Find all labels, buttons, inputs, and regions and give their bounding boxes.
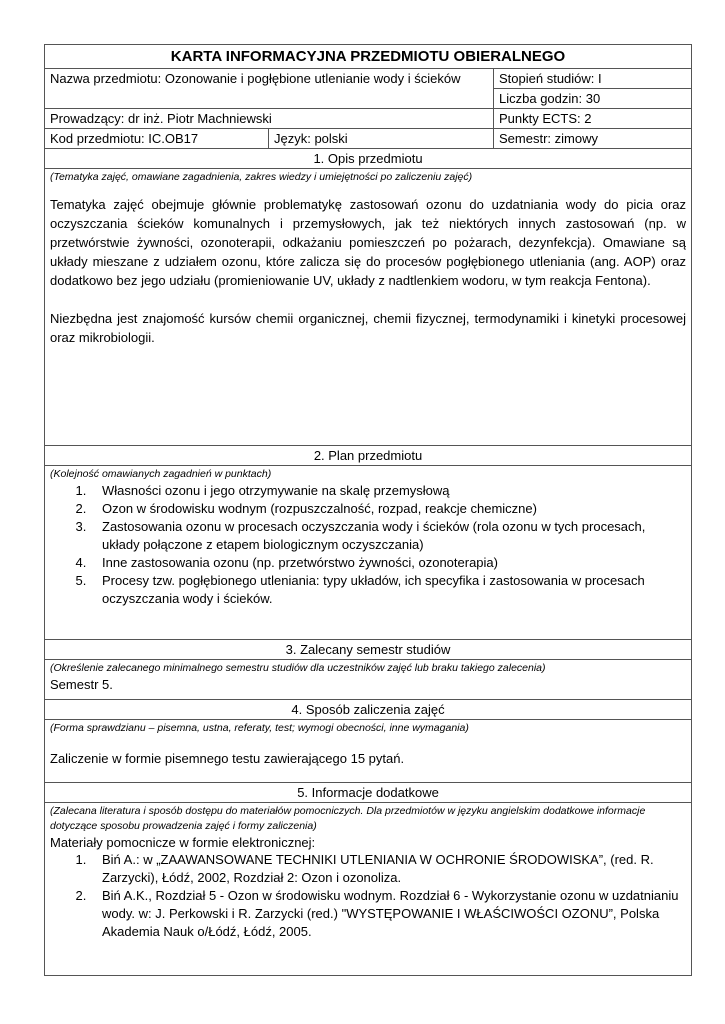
section-5-header: 5. Informacje dodatkowe xyxy=(45,783,692,803)
lecturer: Prowadzący: dr inż. Piotr Machniewski xyxy=(45,109,494,129)
literature-list xyxy=(50,851,686,941)
section-1-content xyxy=(45,169,692,446)
section-3-note: (Określenie zalecanego minimalnego semestru studiów dla uczestników zajęć lub braku takiego zalecenia) xyxy=(50,662,546,674)
card-title: KARTA INFORMACYJNA PRZEDMIOTU OBIERALNEGO xyxy=(45,45,692,69)
section-4-content xyxy=(45,720,692,783)
study-level: Stopień studiów: I xyxy=(494,69,692,89)
hours: Liczba godzin: 30 xyxy=(494,89,692,109)
assessment-method: Zaliczenie w formie pisemnego testu zawierającego 15 pytań. xyxy=(50,751,405,766)
plan-item: 4. Inne zastosowania ozonu (np. przetwórstwo żywności, ozonoterapia) xyxy=(90,554,686,572)
plan-item: 1. Własności ozonu i jego otrzymywanie na skalę przemysłową xyxy=(90,482,686,500)
description-paragraph: Tematyka zajęć obejmuje głównie problematykę zastosowań ozonu do uzdatniania wody do picia oraz oczyszczania ścieków komunalnych i przemysłowych, jak też niektórych innych zastosowań (np. w przetwórstwie żywności, ozonoterapii, odkażaniu pomieszczeń po pożarach, dezynfekcja). Omawiane są układy mieszane z udziałem ozonu, które zalicza się do procesów pogłębionego utleniania (ang. AOP) oraz dodatkowo bez jego udziału (promieniowanie UV, układy z nadtlenkiem wodoru, w tym reakcja Fentona). xyxy=(50,197,687,288)
section-3-header: 3. Zalecany semestr studiów xyxy=(45,640,692,660)
section-2-header: 2. Plan przedmiotu xyxy=(45,446,692,466)
section-1-note: (Tematyka zajęć, omawiane zagadnienia, zakres wiedzy i umiejętności po zaliczeniu zajęć) xyxy=(50,171,473,183)
section-2-note: (Kolejność omawianych zagadnień w punktach) xyxy=(50,468,272,480)
semester: Semestr: zimowy xyxy=(494,129,692,149)
section-4-header: 4. Sposób zaliczenia zajęć xyxy=(45,700,692,720)
materials-intro: Materiały pomocnicze w formie elektronicznej: xyxy=(50,835,316,850)
section-5-content xyxy=(45,803,692,976)
section-4-note: (Forma sprawdzianu – pisemna, ustna, referaty, test; wymogi obecności, inne wymagania) xyxy=(50,722,469,734)
section-2-content xyxy=(45,466,692,640)
literature-item: 1. Biń A.: w „ZAAWANSOWANE TECHNIKI UTLENIANIA W OCHRONIE ŚRODOWISKA”, (red. R. Zarzycki), Łódź, 2002, Rozdział 2: Ozon i ozonoliza. xyxy=(90,851,686,887)
ects: Punkty ECTS: 2 xyxy=(494,109,692,129)
plan-item: 3. Zastosowania ozonu w procesach oczyszczania wody i ścieków (rola ozonu w tych procesach, układy połączone z etapem biologicznym oczyszczania) xyxy=(90,518,686,554)
recommended-semester: Semestr 5. xyxy=(50,677,113,692)
plan-item: 5. Procesy tzw. pogłębionego utleniania: typy układów, ich specyfika i zastosowania w procesach oczyszczania wody i ścieków. xyxy=(90,572,686,608)
prerequisites-paragraph: Niezbędna jest znajomość kursów chemii organicznej, chemii fizycznej, termodynamiki i kinetyki procesowej oraz mikrobiologii. xyxy=(50,311,687,345)
language: Język: polski xyxy=(269,129,494,149)
plan-list xyxy=(50,482,686,608)
plan-item: 2. Ozon w środowisku wodnym (rozpuszczalność, rozpad, reakcje chemiczne) xyxy=(90,500,686,518)
course-card xyxy=(44,44,692,976)
section-3-content xyxy=(45,660,692,700)
section-1-header: 1. Opis przedmiotu xyxy=(45,149,692,169)
course-name: Nazwa przedmiotu: Ozonowanie i pogłębione utlenianie wody i ścieków xyxy=(45,69,494,109)
literature-item: 2. Biń A.K., Rozdział 5 - Ozon w środowisku wodnym. Rozdział 6 - Wykorzystanie ozonu w uzdatnianiu wody. w: J. Perkowski i R. Zarzycki (red.) "WYSTĘPOWANIE I WŁAŚCIWOŚCI OZONU”, Polska Akademia Nauk o/Łódź, Łódź, 2005. xyxy=(90,887,686,941)
section-5-note: (Zalecana literatura i sposób dostępu do materiałów pomocniczych. Dla przedmiotów w języku angielskim dodatkowe informacje dotyczące sposobu prowadzenia zajęć i formy zaliczenia) xyxy=(50,805,646,832)
course-code: Kod przedmiotu: IC.OB17 xyxy=(45,129,269,149)
